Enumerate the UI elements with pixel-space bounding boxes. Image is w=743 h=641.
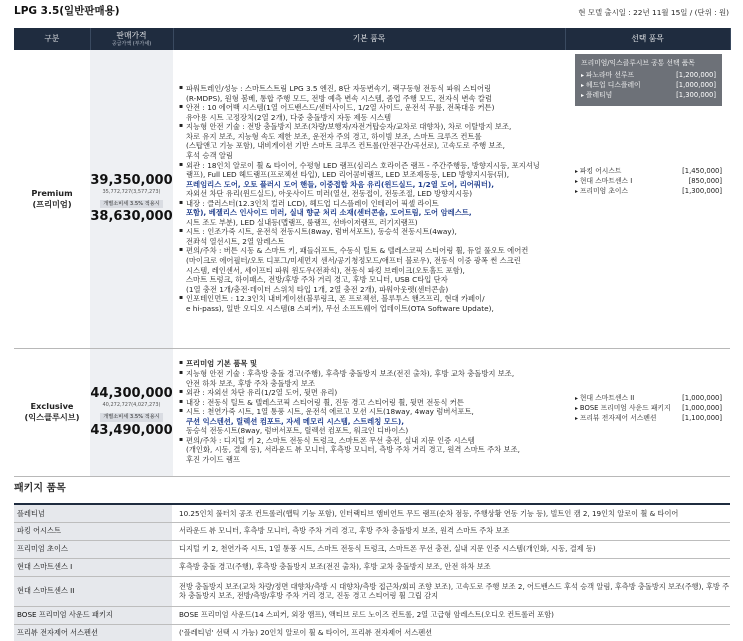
exclusive-options	[575, 393, 722, 424]
option-row	[575, 176, 722, 186]
basic-line: (1열 충전 1개/충전·데이터 스위치 타입 1개, 2열 충전 2개), 파워아웃렛(센터콘솔)	[186, 284, 449, 294]
tax-price: 38,630,000	[90, 209, 173, 225]
option-row	[575, 403, 722, 413]
trim-name-en: Exclusive	[30, 401, 74, 412]
option-name: ▸ 플레티넘	[581, 90, 612, 100]
package-desc: ('플레티넘' 선택 시 가능) 20인치 알로이 휠 & 타이어, 프리뷰 전자제어 서스펜션	[172, 624, 730, 641]
basic-line: 차로 유지 보조, 지능형 속도 제한 보조, 운전자 주의 경고, 하이빔 보조, 스마트 크루즈 컨트롤	[186, 131, 482, 141]
col-price	[90, 28, 173, 50]
basic-line: ▪ 내장 : 클러스터(12.3인치 컬러 LCD), 헤드업 디스플레이 인테리어 픽셀 라이트	[179, 199, 561, 209]
basic-line: 동승석 전동시트(8way, 럼버서포트, 릴렉션 컴포트, 워크인 디바이스)	[186, 426, 409, 436]
basic-line: ▪ 시트 : 천연가죽 시트, 1열 통풍 시트, 운전석 에르고 모션 시트(18way, 4way 럼버서포트,	[179, 407, 561, 417]
basic-line: (R-MDPS), 원형 봄베, 통합 주행 모드, 전방 예측 변속 시스템, 좀업 주행 모드, 전자식 변속 칼럼	[186, 93, 492, 103]
option-price: [1,000,000]	[682, 393, 722, 402]
page-title: LPG 3.5(일반판매용)	[14, 5, 120, 17]
package-desc: 전방 충돌방지 보조(교차 차량/정면 대향차/측방 시 대향차/측방 접근차/회피 조향 보조), 고속도로 주행 보조 2, 어드밴스드 후석 승객 알림, 후측방 충돌방지 보조(주행), 후방 주차 충돌방지 보조, 전방/측방/후방 주차 거리 경고, 진동 경고 스티어링 휠 그립 감지	[172, 576, 730, 606]
package-name: 플레티넘	[14, 504, 172, 522]
basic-line: ▪ 인포테인먼트 : 12.3인치 내비게이션(블루링크, 폰 프로젝션, 블루투스 핸즈프리, 현대 카페이/	[179, 294, 561, 304]
option-row	[581, 90, 716, 100]
basic-line: ▪ 외관 : 자외선 차단 유리(1/2열 도어, 뒷면 유리)	[179, 388, 561, 398]
option-price: [1,000,000]	[676, 81, 716, 90]
tax-label: 개별소비세 3.5% 적용시	[100, 413, 163, 422]
option-name: ▸ 파노라마 선루프	[581, 70, 634, 80]
common-options-title: 프리미엄/익스클루시브 공통 선택 품목	[581, 59, 695, 67]
package-desc: 후측방 충돌 경고(주행), 후측방 충돌방지 보조(전진 출차), 후방 교차 충돌방지 보조, 안전 하차 보조	[172, 558, 730, 576]
option-price: [1,200,000]	[676, 70, 716, 79]
tax-price: 43,490,000	[90, 422, 173, 438]
option-price: [1,300,000]	[682, 186, 722, 195]
trim-row-exclusive	[14, 348, 730, 476]
package-desc: 디지털 키 2, 천연가죽 시트, 1열 통풍 시트, 스마트 전동식 트렁크, 스마트폰 무선 충전, 실내 지문 인증 시스템(개인화, 시동, 결제 등)	[172, 540, 730, 558]
basic-line: 자외선 차단 유리(윈드실드), 아웃사이드 미러(열선, 전동접이, 전동조절, LED 방향지시등)	[186, 189, 473, 199]
option-price: [1,450,000]	[682, 166, 722, 175]
col-price-sub: 공급가액 (부가세)	[111, 40, 152, 47]
packages-table	[14, 503, 730, 641]
col-trim: 구분	[14, 28, 90, 50]
basic-line: 안전 하차 보조, 후방 주차 충돌방지 보조	[186, 378, 316, 388]
header	[14, 4, 729, 20]
option-row	[575, 166, 722, 176]
package-row	[14, 624, 730, 641]
basic-line: ▪ 프리미엄 기본 품목 및	[179, 359, 561, 369]
option-name: ▸ BOSE 프리미엄 사운드 패키지	[575, 403, 671, 413]
basic-line: 프레임리스 도어, 오토 플러시 도어 핸들, 이중접합 차음 유리(윈드실드, 1/2열 도어, 리어쿼터),	[186, 179, 494, 189]
basic-line: 시스템, 레인센서, 세이프티 파워 윈도우(전좌석), 전동식 파킹 브레이크(오토홀드 포함),	[186, 265, 465, 275]
basic-items	[173, 348, 565, 476]
basic-line: ▪ 외관 : 18인치 알로이 휠 & 타이어, 수평형 LED 램프(심리스 호라이즌 램프 - 주간주행등, 방향지시등, 포지셔닝	[179, 161, 561, 171]
basic-line: ▪ 안전 : 10 에어백 시스템(1열 어드밴스드/센터사이드, 1/2열 사이드, 운전석 무릎, 전복대응 커튼)	[179, 103, 561, 113]
basic-line: 스마트 트렁크, 하이패스, 전방/후방 주차 거리 경고, 후방 모니터, USB C타입 단자	[186, 275, 448, 285]
package-name: 프리미엄 초이스	[14, 540, 172, 558]
package-name: 현대 스마트센스 I	[14, 558, 172, 576]
trim-name-kr: (익스클루시브)	[24, 412, 80, 422]
option-row	[581, 70, 716, 80]
basic-line: 쿠션 익스텐션, 릴렉션 컴포트, 자세 메모리 시스템, 스트레칭 모드),	[186, 416, 405, 426]
package-row	[14, 606, 730, 624]
package-row	[14, 522, 730, 540]
option-price: [1,100,000]	[682, 413, 722, 422]
option-cell	[565, 348, 730, 476]
premium-options	[575, 166, 722, 197]
basic-line: 램프), Full LED 헤드램프(프로젝션 타입), LED 리어콤비램프, LED 보조제동등, LED 방향지시등(뒤),	[186, 170, 510, 180]
trim-name	[14, 50, 90, 348]
option-row	[575, 413, 722, 423]
basic-line: (스탑앤고 기능 포함), 내비게이션 기반 스마트 크루즈 컨트롤(안전구간/곡선로), 고속도로 주행 보조,	[186, 141, 505, 151]
package-row	[14, 504, 730, 522]
option-name: ▸ 헤드업 디스플레이	[581, 80, 641, 90]
table-header	[14, 28, 730, 50]
package-desc: BOSE 프리미엄 사운드(14 스피커, 외장 앰프), 액티브 로드 노이즈 컨트롤, 2열 고급형 암레스트(오디오 컨트롤러 포함)	[172, 606, 730, 624]
package-row	[14, 576, 730, 606]
option-price: [1,000,000]	[682, 403, 722, 412]
price-sub: 40,272,727(4,027,273)	[102, 402, 161, 409]
basic-line: 시트 조도 부분), LED 실내등(맵램프, 룸램프, 선바이저램프, 러기지램프)	[186, 217, 418, 227]
option-name: ▸ 프리미엄 초이스	[575, 186, 628, 196]
basic-line: ▪ 파워트레인/성능 : 스마트스트림 LPG 3.5 엔진, 8단 자동변속기, 랙구동형 전동식 파워 스티어링	[179, 84, 561, 94]
basic-line: ▪ 편의/주차 : 디지털 키 2, 스마트 전동식 트렁크, 스마트폰 무선 충전, 실내 지문 인증 시스템	[179, 436, 561, 446]
price-cell	[90, 50, 173, 348]
option-price: [850,000]	[688, 176, 722, 185]
basic-line: ▪ 편의/주차 : 버튼 시동 & 스마트 키, 패들쉬프트, 수동식 틸트 & 텔레스코픽 스티어링 휠, 듀얼 풀오토 에어컨	[179, 246, 561, 256]
price: 39,350,000	[90, 172, 173, 188]
option-price: [1,300,000]	[676, 91, 716, 100]
basic-line: (개인화, 시동, 결제 등), 서라운드 뷰 모니터, 후측방 모니터, 측방 주차 거리 경고, 원격 스마트 주차 보조,	[186, 445, 520, 455]
option-name: ▸ 프리뷰 전자제어 서스펜션	[575, 413, 656, 423]
col-price-label: 판매가격	[116, 30, 147, 40]
basic-items	[173, 50, 565, 348]
trim-name-kr: (프리미엄)	[32, 198, 72, 209]
package-row	[14, 540, 730, 558]
package-desc: 서라운드 뷰 모니터, 후측방 모니터, 측방 주차 거리 경고, 후방 주차 충돌방지 보조, 원격 스마트 주차 보조	[172, 522, 730, 540]
trim-row-premium	[14, 50, 730, 348]
trim-name	[14, 348, 90, 476]
basic-line: (마이크로 에어필터/오토 디포그/미세먼지 센서/공기청정모드/애프터 블로우), 전동식 이중 광폭 썬 스크린	[186, 256, 521, 266]
option-name: ▸ 현대 스마트센스 II	[575, 393, 634, 403]
basic-line: 후석 승객 알림	[186, 151, 233, 161]
release-info: 현 모델 출시일 : 22년 11월 15일 / (단위 : 원)	[578, 8, 729, 17]
option-row	[581, 80, 716, 90]
option-row	[575, 186, 722, 196]
packages-title: 패키지 품목	[14, 483, 66, 494]
basic-line: ▪ 내장 : 전동식 틸트 & 텔레스코픽 스티어링 휠, 진동 경고 스티어링 휠, 뒷면 전동식 커튼	[179, 398, 561, 408]
package-name: 현대 스마트센스 II	[14, 576, 172, 606]
trim-name-en: Premium	[31, 187, 73, 198]
basic-line: e hi-pass), 일반 오디오 시스템(8 스피커), 무선 소프트웨어 업데이트(OTA Software Update),	[186, 303, 494, 313]
basic-line: 유아용 시트 고정장치(2열 2개), 다중 충돌방지 자동 제동 시스템	[186, 112, 392, 122]
basic-line: 전좌석 열선시트, 2열 암레스트	[186, 236, 285, 246]
col-options: 선택 품목	[565, 28, 730, 50]
trim-table	[14, 28, 731, 477]
package-row	[14, 558, 730, 576]
price-cell	[90, 348, 173, 476]
common-options-box	[575, 54, 722, 106]
col-basic: 기본 품목	[173, 28, 565, 50]
option-cell	[565, 50, 730, 348]
option-row	[575, 393, 722, 403]
tax-label: 개별소비세 3.5% 적용시	[100, 200, 163, 209]
option-name: ▸ 현대 스마트센스 I	[575, 176, 632, 186]
price-sub: 35,772,727(3,577,273)	[102, 189, 161, 196]
basic-line: 후진 가이드 램프	[186, 454, 240, 464]
basic-line: 포함), 베젤리스 인사이드 미러, 실내 향균 처리 소재(센터콘솔, 도어트림, 도어 암레스트,	[186, 208, 472, 218]
basic-line: ▪ 시트 : 인조가죽 시트, 운전석 전동시트(8way, 럼버서포트), 동승석 전동시트(4way),	[179, 227, 561, 237]
package-desc: 10.25인치 풀터치 공조 컨트롤러(햅틱 기능 포함), 인터랙티브 앰비언트 무드 램프(순차 점등, 주행상황 연동 기능 등), 빌트인 캠 2, 19인치 알로이 휠 & 타이어	[172, 504, 730, 522]
basic-line: ▪ 지능형 안전 기술 : 후측방 충돌 경고(주행), 후측방 충돌방지 보조(전진 출차), 후방 교차 충돌방지 보조,	[179, 369, 561, 379]
option-name: ▸ 파킹 어시스트	[575, 166, 621, 176]
package-name: BOSE 프리미엄 사운드 패키지	[14, 606, 172, 624]
basic-line: ▪ 지능형 안전 기술 : 전방 충돌방지 보조(차량/보행자/자전거탑승자/교차로 대향차), 차로 이탈방지 보조,	[179, 122, 561, 132]
price: 44,300,000	[90, 386, 173, 402]
package-name: 파킹 어시스트	[14, 522, 172, 540]
package-name: 프리뷰 전자제어 서스펜션	[14, 624, 172, 641]
